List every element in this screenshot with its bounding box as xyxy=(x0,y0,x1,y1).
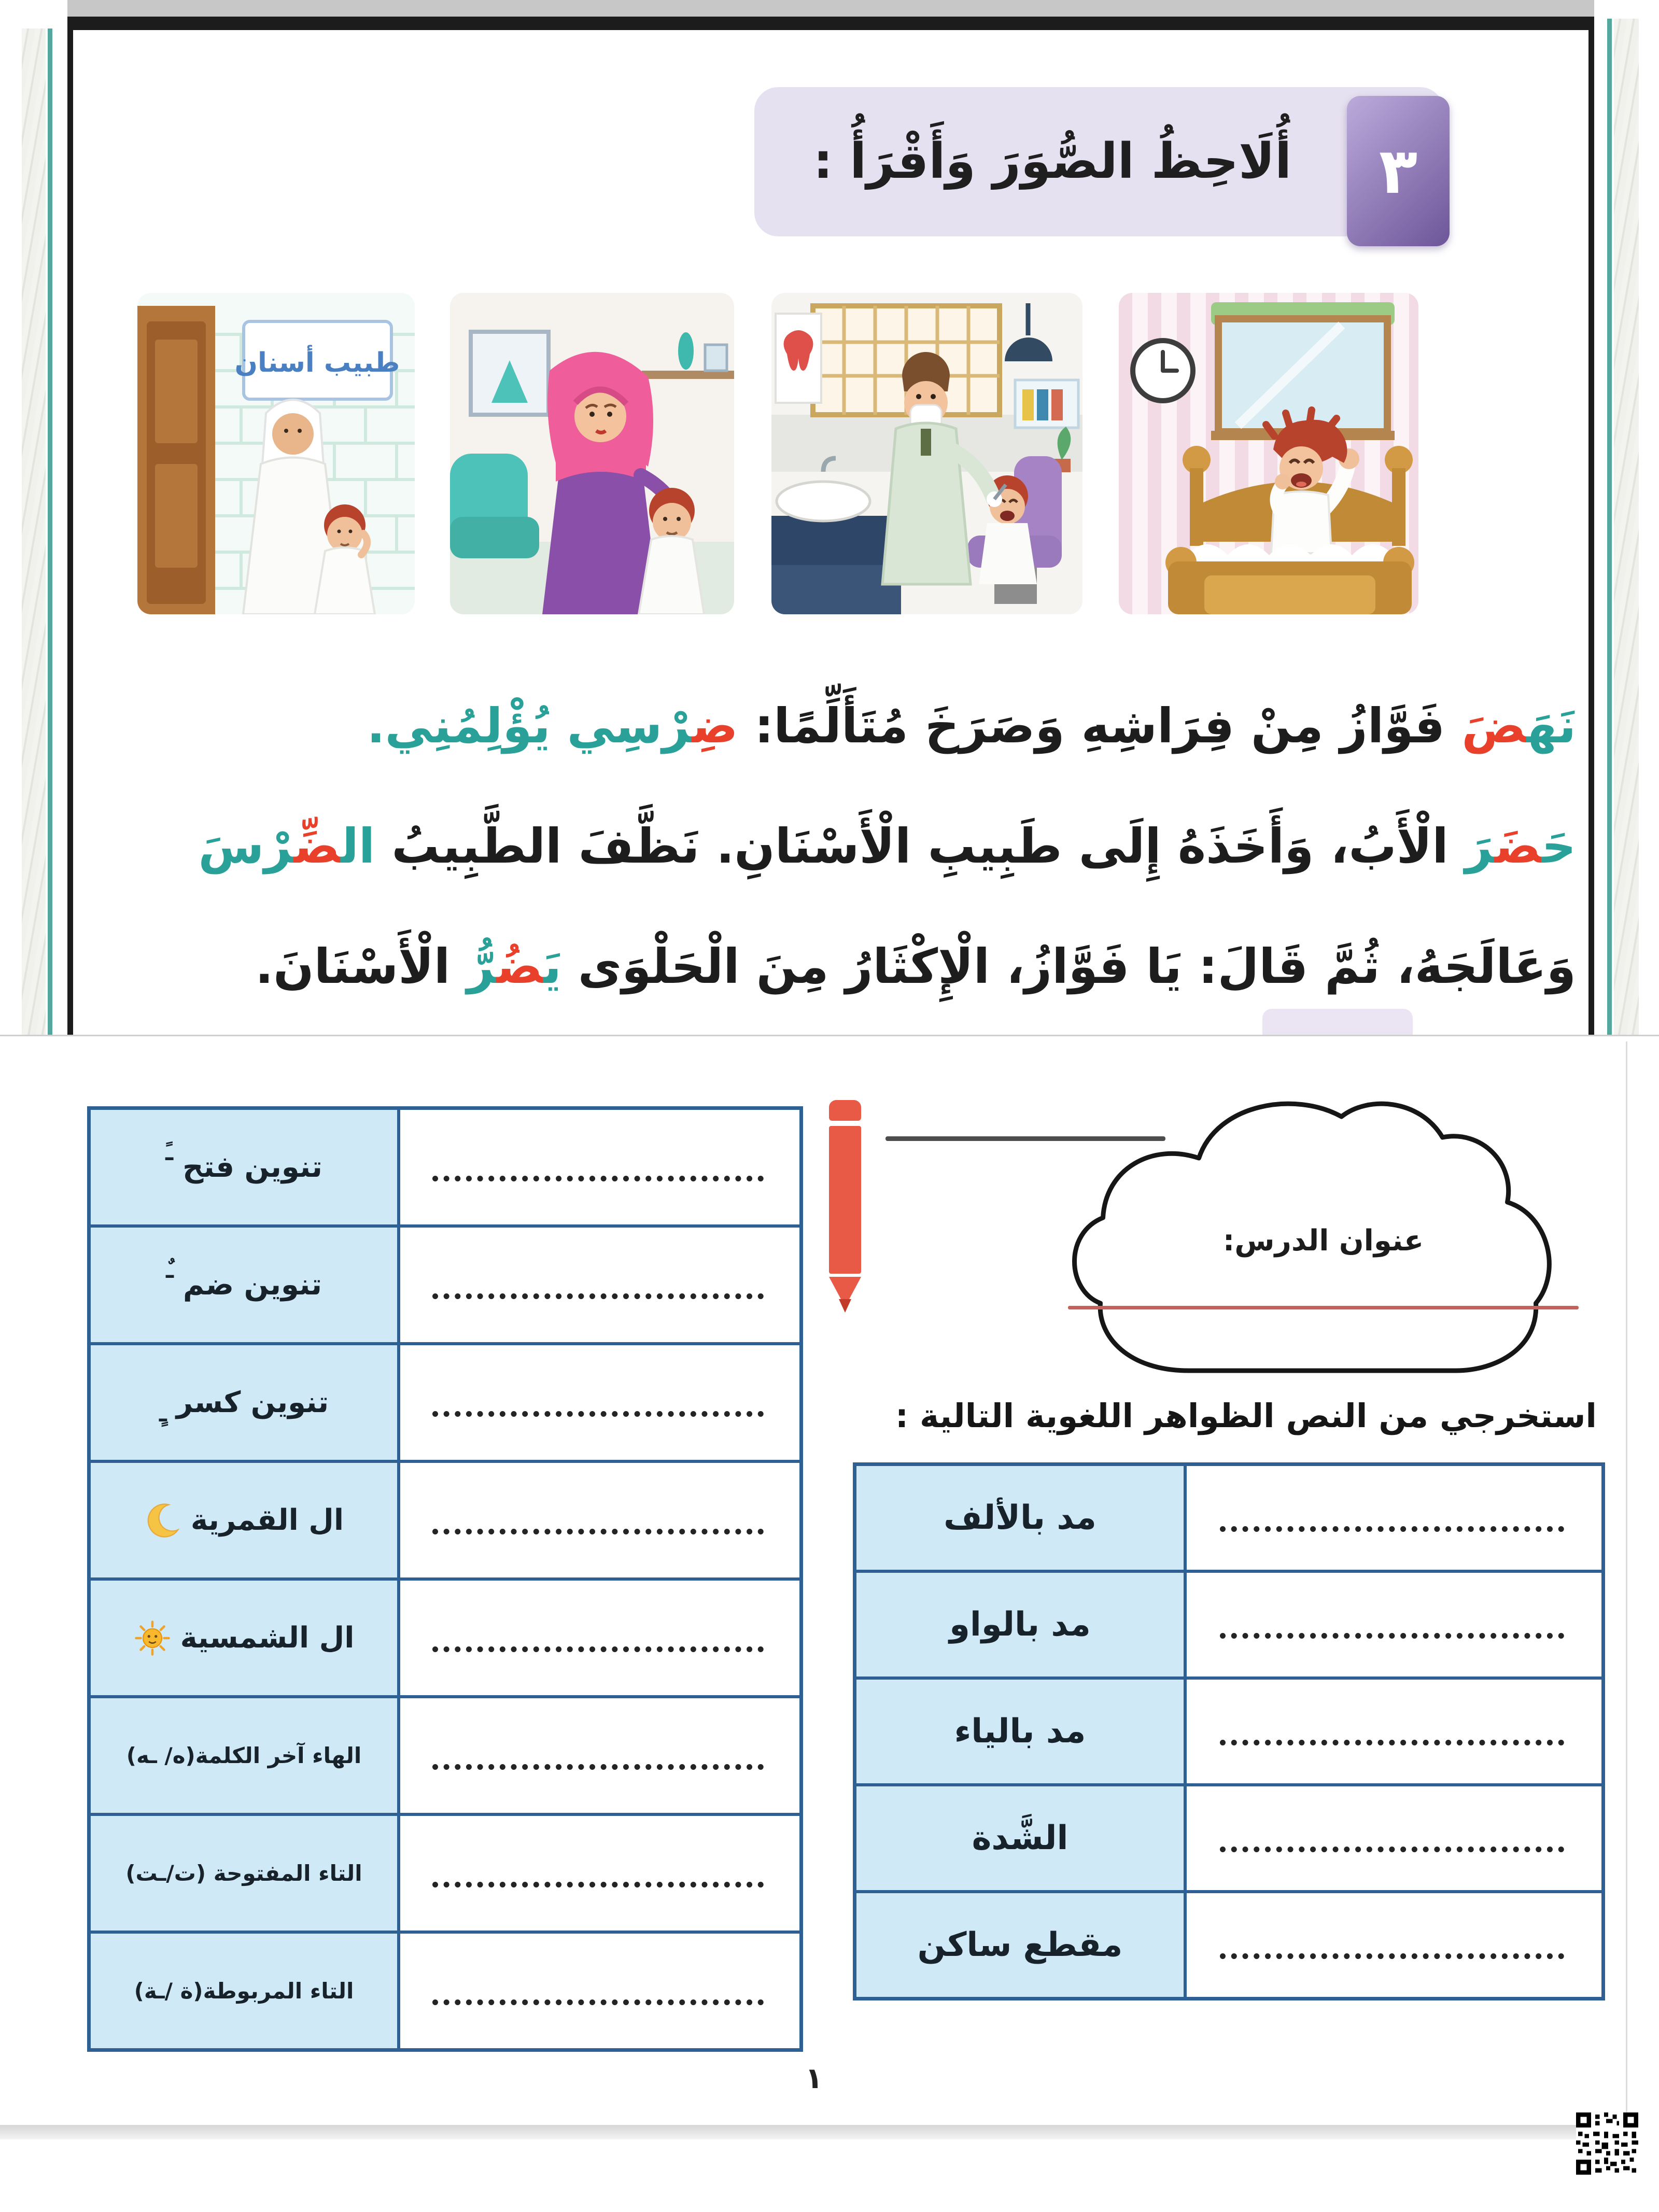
crescent-moon-icon xyxy=(144,1502,181,1539)
row-label xyxy=(91,1345,400,1460)
dotted-answer-line xyxy=(432,1640,764,1652)
table-row xyxy=(856,1676,1601,1783)
lesson-title-cloud xyxy=(1050,1067,1597,1399)
reading-passage xyxy=(166,666,1576,1027)
qr-code xyxy=(1576,2112,1638,2175)
table-row xyxy=(91,1110,799,1224)
story-panel-boy-waking-in-bed xyxy=(1119,293,1418,614)
wall-clock xyxy=(1133,341,1193,401)
pencil-icon xyxy=(826,1100,864,1314)
activity-title: أُلَاحِظُ الصُّوَرَ وَأَقْرَأُ : xyxy=(813,133,1292,190)
dotted-answer-line xyxy=(432,1993,764,2005)
row-label-text: ال القمرية xyxy=(190,1503,344,1537)
dotted-answer-line xyxy=(432,1170,764,1181)
activity-banner xyxy=(754,87,1444,236)
table-row xyxy=(856,1466,1601,1570)
fathatan-mark: ـً xyxy=(165,1139,174,1166)
table-row xyxy=(856,1890,1601,1997)
textbook-photo-section xyxy=(0,0,1659,1037)
passage-word: وَعَالَجَهُ، ثُمَّ قَالَ: يَا فَوَّازُ، الْإِكْثَارُ مِنَ الْحَلْوَى xyxy=(561,939,1576,994)
answer-cell-al-shamsiya[interactable] xyxy=(400,1581,799,1695)
activity-number-badge xyxy=(1347,96,1450,246)
dotted-answer-line xyxy=(432,1876,764,1887)
table-row xyxy=(91,1460,799,1577)
passage-word-highlight: يَ‍ xyxy=(543,939,561,994)
phenomena-table-left xyxy=(87,1106,803,2052)
dotted-answer-line xyxy=(432,1287,764,1299)
row-label xyxy=(91,1934,400,2048)
lesson-title-write-line[interactable] xyxy=(1068,1306,1579,1309)
table-row xyxy=(856,1783,1601,1890)
row-label-text: تنوين كسر xyxy=(176,1386,329,1419)
dotted-answer-line xyxy=(432,1405,764,1417)
page-frame-top xyxy=(67,17,1594,30)
row-label xyxy=(91,1463,400,1577)
passage-word-highlight: ‍رْسَ xyxy=(198,819,294,874)
table-row xyxy=(856,1570,1601,1676)
sun-icon xyxy=(134,1619,171,1657)
row-label xyxy=(856,1466,1187,1570)
picture-frame xyxy=(471,332,549,415)
tooth-poster xyxy=(776,314,821,403)
row-label-text: التاء المفتوحة (ت/ـت) xyxy=(125,1861,362,1886)
dotted-answer-line xyxy=(1220,1840,1564,1852)
dotted-answer-line xyxy=(432,1758,764,1770)
worksheet-right-edge xyxy=(1626,1041,1627,2128)
story-panel-clinic-entrance xyxy=(137,293,415,614)
title-connector-line xyxy=(885,1136,1165,1141)
passage-word-highlight: ‍ضُ‍ xyxy=(496,939,544,994)
row-label-text: مد بالألف xyxy=(944,1499,1096,1537)
answer-cell-al-qamariya[interactable] xyxy=(400,1463,799,1577)
passage-word-highlight: ال‍ xyxy=(341,819,375,874)
table-row xyxy=(91,1695,799,1813)
book-edge-teal-left xyxy=(48,29,52,1037)
story-panel-mother-comforting-boy xyxy=(450,293,734,614)
passage-word-highlight: ‍ضِّ‍ xyxy=(293,819,341,874)
passage-word-highlight: ضِ‍ xyxy=(692,698,738,754)
next-banner-sliver xyxy=(1262,1009,1413,1036)
page-frame-left xyxy=(67,17,73,1035)
row-label xyxy=(856,1680,1187,1783)
answer-cell-taa-maftuha[interactable] xyxy=(400,1816,799,1931)
passage-word: ‍ضَ xyxy=(1461,698,1527,754)
passage-word: الْأَبُ، وَأَخَذَهُ إِلَى طَبِيبِ الْأَسْنَانِ. نَظَّفَ الطَّبِيبُ xyxy=(375,819,1465,874)
row-label xyxy=(91,1581,400,1695)
table-row xyxy=(91,1813,799,1931)
table-row xyxy=(91,1577,799,1695)
dentist-sign xyxy=(235,321,400,399)
row-label xyxy=(91,1228,400,1342)
story-panel-dentist-treating-boy xyxy=(771,293,1082,614)
table-row xyxy=(91,1224,799,1342)
row-label xyxy=(856,1893,1187,1997)
book-edge-right xyxy=(1614,19,1639,1035)
passage-line-1 xyxy=(166,666,1576,786)
row-label xyxy=(856,1786,1187,1890)
answer-cell-tanween-damm[interactable] xyxy=(400,1228,799,1342)
row-label-text: مد بالياء xyxy=(954,1712,1086,1751)
answer-cell-taa-marbuta[interactable] xyxy=(400,1934,799,2048)
dentist-sign-text: طبيب أسنان xyxy=(234,347,400,378)
row-label xyxy=(91,1698,400,1813)
page-number: ١ xyxy=(805,2062,823,2095)
row-label-text: تنوين ضم xyxy=(183,1268,322,1302)
passage-word: فَوَّازُ مِنْ فِرَاشِهِ وَصَرَخَ مُتَأَلِّمًا: xyxy=(738,698,1462,754)
answer-cell-shadda[interactable] xyxy=(1187,1786,1601,1890)
table-row xyxy=(91,1342,799,1460)
row-label xyxy=(91,1110,400,1224)
passage-word: نَهَ‍ xyxy=(1526,698,1576,754)
answer-cell-mad-yaa[interactable] xyxy=(1187,1680,1601,1783)
book-edge-teal-right xyxy=(1607,19,1612,1035)
row-label-text: مقطع ساكن xyxy=(917,1926,1123,1964)
passage-word-highlight: ‍رَ xyxy=(1465,819,1495,874)
dammatan-mark: ـٌ xyxy=(166,1257,174,1284)
worksheet-instruction: استخرجي من النص الظواهر اللغوية التالية : xyxy=(895,1397,1597,1435)
row-label xyxy=(91,1816,400,1931)
phenomena-table-right xyxy=(853,1462,1605,2000)
worksheet-section xyxy=(0,1036,1659,2212)
activity-number: ٣ xyxy=(1379,134,1418,208)
row-label-text: الهاء آخر الكلمة(ه/ ـه) xyxy=(126,1743,362,1768)
kasratan-mark: ـٍ xyxy=(159,1401,167,1427)
answer-cell-tanween-fath[interactable] xyxy=(400,1110,799,1224)
book-edge-left xyxy=(22,29,46,1037)
lesson-title-label: عنوان الدرس: xyxy=(1222,1224,1424,1258)
bedroom-window xyxy=(1211,302,1395,440)
dotted-answer-line xyxy=(1220,1734,1564,1745)
passage-word: الْأَسْنَانَ. xyxy=(255,939,467,994)
row-label-text: الشَّدة xyxy=(972,1819,1068,1857)
answer-cell-haa-ending[interactable] xyxy=(400,1698,799,1813)
passage-word-highlight: ‍رُّ xyxy=(467,939,497,994)
row-label-text: ال الشمسية xyxy=(180,1621,355,1655)
passage-word-highlight: ‍رْسِي يُؤْلِمُنِي. xyxy=(367,698,692,754)
passage-word-highlight: حَ‍ xyxy=(1541,819,1576,874)
answer-cell-mad-waw[interactable] xyxy=(1187,1573,1601,1676)
answer-cell-mad-alif[interactable] xyxy=(1187,1466,1601,1570)
passage-word-highlight: ‍ضَ‍ xyxy=(1495,819,1542,874)
page-frame-right xyxy=(1588,17,1594,1035)
dotted-answer-line xyxy=(1220,1520,1564,1532)
supply-shelf xyxy=(1015,380,1078,428)
row-label-text: مد بالواو xyxy=(949,1605,1091,1644)
answer-cell-tanween-kasr[interactable] xyxy=(400,1345,799,1460)
table-row xyxy=(91,1931,799,2048)
row-label-text: التاء المربوطة(ة /ـة) xyxy=(134,1978,354,2004)
worksheet-bottom-edge xyxy=(0,2125,1628,2139)
answer-cell-sakin[interactable] xyxy=(1187,1893,1601,1997)
dotted-answer-line xyxy=(432,1523,764,1534)
page-frame-top-gray xyxy=(67,0,1594,17)
row-label-text: تنوين فتح xyxy=(182,1150,322,1184)
dotted-answer-line xyxy=(1220,1627,1564,1639)
row-label xyxy=(856,1573,1187,1676)
passage-line-2 xyxy=(166,786,1576,907)
dotted-answer-line xyxy=(1220,1947,1564,1959)
